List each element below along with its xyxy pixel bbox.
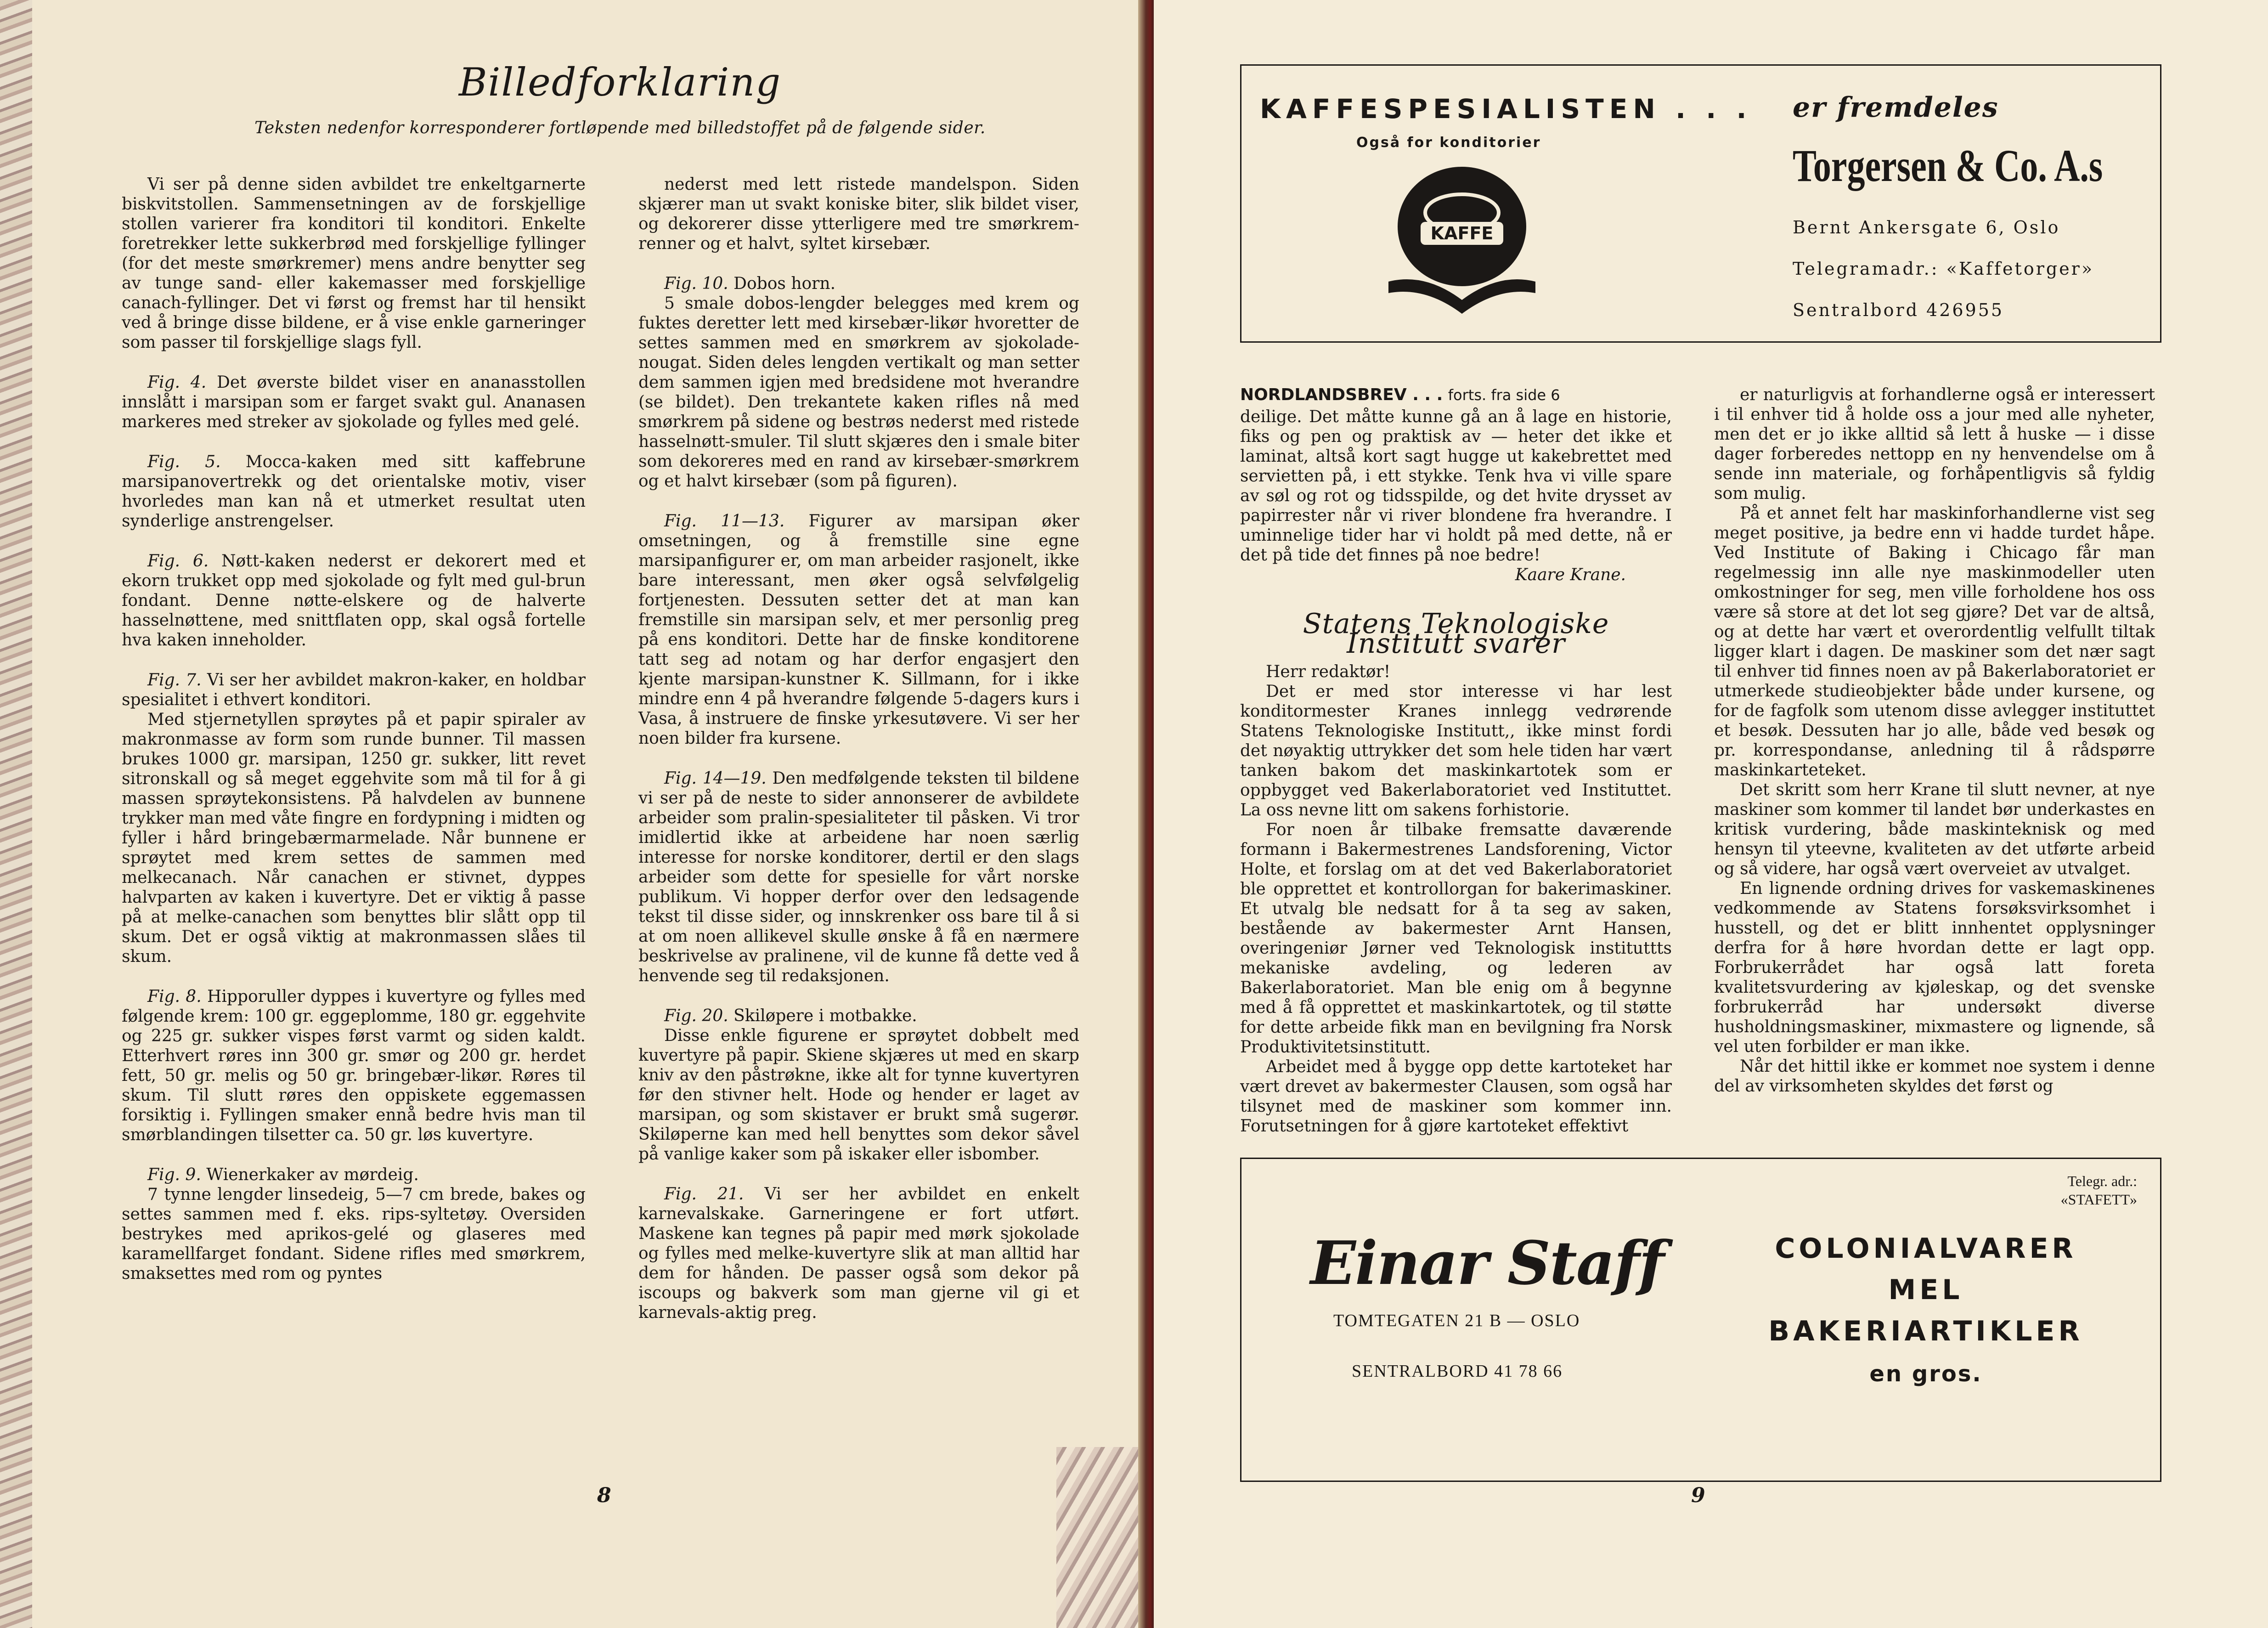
paragraph: For noen år tilbake fremsatte daværende formann i Bakermestrenes Landsforening, Victor Holte, et forslag om at det ved Bakerlaboratoriet ble opprettet et kontrollorgan for bakerimaskiner. Et utvalg ble nedsatt for å ta seg av saken, bestående av bakermester Arnt Hansen, overingeniør Jørner ved Teknologisk instituttts mekaniske avdeling, og lederen av Bakerlaboratoriet. Man ble enig om å begynne med å få opprettet et maskinkartotek, og til støtte for dette arbeide fikk man en bevilgning fra Norsk Produktivitetsinstitutt. — [1240, 820, 1672, 1057]
einar-line-2: MEL — [1888, 1274, 1963, 1306]
page-number-left: 8 — [597, 1484, 611, 1507]
paragraph — [638, 1026, 1079, 1164]
page-title: Billedforklaring — [458, 60, 782, 105]
figure-label: Fig. 9. — [147, 1165, 201, 1184]
figure-label: Fig. 4. — [147, 373, 207, 392]
einar-telegram: «STAFETT» — [2060, 1191, 2137, 1208]
paragraph — [122, 710, 586, 967]
paragraph — [638, 274, 1079, 294]
left-column-2 — [638, 175, 1079, 1343]
coffee-cup-logo — [1370, 162, 1554, 318]
left-column-1 — [122, 175, 586, 1304]
paragraph — [122, 670, 586, 710]
einar-line-3: BAKERIARTIKLER — [1768, 1315, 2083, 1347]
marbled-corner — [1056, 1447, 1139, 1628]
figure-label: Fig. 14—19. — [664, 769, 767, 788]
paragraph — [638, 1006, 1079, 1026]
ad-telegram: Telegramadr.: «Kaffetorger» — [1793, 259, 2094, 279]
paragraph — [122, 1165, 586, 1185]
statens-column-1 — [1240, 682, 1672, 1136]
paragraph — [638, 511, 1079, 748]
paragraph-text: Dobos horn. — [733, 274, 836, 293]
paragraph: Når det hittil ikke er kommet noe system i denne del av virksomheten skyldes det først og — [1714, 1057, 2155, 1096]
paragraph-text: Det øverste bildet viser en ananasstollen innslått i marsipan som er farget svakt gul. Ananasen markeres med streker av sjokolade og fylles med gelé. — [122, 373, 586, 431]
coffee-advertisement — [1240, 64, 2161, 343]
einar-address: TOMTEGATEN 21 B — OSLO — [1333, 1311, 1580, 1330]
logo-text: KAFFE — [1430, 223, 1494, 243]
paragraph — [122, 373, 586, 432]
paragraph-text: Vi ser på denne siden avbildet tre enkeltgarnerte biskvitstollen. Sammensetningen av de forskjellige stollen varierer fra konditori til konditori. Enkelte foretrekker lette sukkerbrød med forskjellige fyllinger (for det meste smørkremer) mens andre benytter seg av tunge sand- eller kakemasser med forskjellige canach-fyllinger. Det vi først og fremst har til hensikt ved å bringe disse bildene, er å vise enkle garneringer som passer til forskjellige slags fyll. — [122, 175, 586, 352]
paragraph — [638, 175, 1079, 254]
einar-telegram-label: Telegr. adr.: — [2067, 1173, 2137, 1189]
nordlandsbrev-signature: Kaare Krane. — [1515, 565, 1626, 584]
figure-label: Fig. 21. — [664, 1185, 744, 1204]
nordlandsbrev-heading: NORDLANDSBREV . . . forts. fra side 6 — [1240, 385, 1560, 404]
figure-label: Fig. 8. — [147, 987, 202, 1006]
right-column-2 — [1714, 385, 2155, 1096]
ad-headline: KAFFESPESIALISTEN . . . — [1260, 93, 1752, 124]
paragraph: er naturligvis at forhandlerne også er interessert i til enhver tid å holde oss a jour med alle nyheter, men det er jo ikke alltid så lett å huske — i disse dager forberedes nettopp en ny henvendelse om å sende inn materiale, og forhåpentligvis så fyldig som mulig. — [1714, 385, 2155, 503]
paragraph: En lignende ordning drives for vaskemaskinenes vedkommende av Statens forsøksvirksomhet i husstell, og det er blitt innhentet opplysninger derfra for å høre hvordan dette er lagt opp. Forbrukerrådet har også latt foreta kvalitetsvurdering av kjøleskap, og det svenske forbrukerråd har undersøkt diverse husholdningsmaskiner, mixmastere og lignende, så vel uten forbilder er man ikke. — [1714, 879, 2155, 1056]
right-column-1 — [1240, 385, 1672, 1136]
paragraph-text: Med stjernetyllen sprøytes på et papir spiraler av makronmasse av form som runde bunner. Til massen brukes 1000 gr. marsipan, 1250 gr. sukker, litt revet sitronskall og så meget eggehvite som må til for å gi massen sprøytekonsistens. På halvdelen av bunnene trykker man med våte fingre en fordypning i midten og fyller i hård bringebærmarmelade. Når bunnene er sprøytet med krem settes de sammen med melkecanach. Når canachen er stivnet, dyppes halvparten av kaken i kuvertyre. Det er viktig å passe på at melke-canachen som benyttes blir slått opp til skum. Det er også viktig at makronmassen slåes til skum. — [122, 710, 586, 966]
paragraph — [638, 769, 1079, 986]
paragraph — [638, 294, 1079, 491]
paragraph-text: nederst med lett ristede mandelspon. Siden skjærer man ut svakt koniske biter, slik bildet viser, og dekorerer disse ytterligere med tre smørkrem-renner og et halvt, syltet kirsebær. — [638, 175, 1079, 253]
ad-address: Bernt Ankersgate 6, Oslo — [1793, 217, 2060, 237]
paragraph — [122, 452, 586, 531]
einar-line-4: en gros. — [1869, 1361, 1982, 1387]
paragraph — [122, 175, 586, 352]
ad-phone: Sentralbord 426955 — [1793, 300, 2004, 320]
paragraph: Det er med stor interesse vi har lest konditormester Kranes innlegg vedrørende Statens Teknologiske Institutt,, ikke minst fordi det nøyaktig uttrykker det som hele tiden har vært tanken bakom det maskinkartotek som er oppbygget ved Bakerlaboratoriet ved Instituttet. La oss nevne litt om sakens forhistorie. — [1240, 682, 1672, 820]
paragraph — [122, 987, 586, 1145]
paragraph-text: 5 smale dobos-lengder belegges med krem og fuktes deretter lett med kirsebær-likør hvoretter de settes sammen med en smørkrem av sjokolade-nougat. Siden deles lengden vertikalt og man setter dem sammen igjen med bredsidene mot hverandre (se bildet). Den trekantete kaken rifles nå med smørkrem på sidene og bestrøs nederst med ristede hasselnøtt-smuler. Til slutt skjæres den i smale biter som dekoreres med en rand av kirsebær-smørkrem og et halvt kirsebær (som på figuren). — [638, 294, 1079, 491]
figure-label: Fig. 5. — [147, 452, 221, 471]
paragraph: På et annet felt har maskinforhandlerne vist seg meget positive, ja bedre enn vi hadde turdet håpe. Ved Institute of Baking i Chicago får man regelmessig inn alle nye maskinmodeller uten omkostninger for seg, men ville forholdene hos oss være så store at det lot seg gjøre? Det var de altså, og at dette har vært et overordentlig velfullt tiltak ligger klart i dagen. De maskiner som det nær sagt til enhver tid finnes noen av på Bakerlaboratoriet er utmerkede studieobjekter både under kursene, og for de fagfolk som utenom disse avlegger instituttet et besøk. Dessuten har jo alle, både ved besøk og pr. korrespondanse, anledning til å rådspørre maskinkarteteket. — [1714, 504, 2155, 780]
einar-staff-logo: Einar Staff — [1310, 1228, 1664, 1298]
einar-staff-advertisement — [1240, 1158, 2161, 1482]
marbled-edge — [0, 0, 32, 1628]
right-page — [1154, 0, 2268, 1628]
paragraph-text: 7 tynne lengder linsedeig, 5—7 cm brede, bakes og settes sammen med f. eks. rips-syltetøy. Oversiden bestrykes med aprikos-gelé og glaseres med karamellfarget fondant. Sidene rifles med smørkrem, smaksettes med rom og pyntes — [122, 1185, 586, 1283]
paragraph — [638, 1184, 1079, 1323]
einar-line-1: COLONIALVARER — [1775, 1232, 2077, 1265]
figure-label: Fig. 10. — [664, 274, 728, 293]
paragraph — [122, 551, 586, 650]
page-subtitle: Teksten nedenfor korresponderer fortløpende med billedstoffet på de følgende sider. — [254, 119, 986, 137]
paragraph-text: Nøtt-kaken nederst er dekorert med et ekorn trukket opp med sjokolade og fylt med gul-brun fondant. Denne nøtte-elskere og de halverte hasselnøttene, med snittflaten opp, skal også fortelle hva kaken inneholder. — [122, 552, 586, 650]
paragraph-text: Skiløpere i motbakke. — [733, 1006, 917, 1025]
paragraph-text: Figurer av marsipan øker omsetningen, og å fremstille sine egne marsipanfigurer er, om man arbeider rasjonelt, ikke bare interessant, men øker også selvfølgelig fortjenesten. Dessuten setter det at man kan fremstille sin marsipan selv, et mer personlig preg på ens konditori. Dette har de finske konditorene tatt seg ad notam og har derfor engasjert den kjente marsipan-kunstner K. Sillmann, for i ikke mindre enn 4 på hverandre følgende 5-dagers kurs i Vasa, å instruere de finske yrkesutøvere. Vi ser her noen bilder fra kursene. — [638, 512, 1079, 748]
paragraph-text: Vi ser her avbildet makron-kaker, en holdbar spesialitet i ethvert konditori. — [122, 671, 586, 709]
figure-label: Fig. 20. — [664, 1006, 728, 1025]
ad-company: Torgersen & Co. A.s — [1793, 140, 2103, 191]
ad-headline-2: er fremdeles — [1793, 91, 1999, 124]
nordlandsbrev-text: deilige. Det måtte kunne gå an å lage en historie, fiks og pen og praktisk av — heter det ikke et laminat, altså kort sagt hugge ut kakebrettet med servietten på, i ett stykke. Tenk hva vi ville spare av søl og rot og tidsspilde, og det hvite drysset av papirrester når vi river blondene fra hverandre. I uminnelige tider har vi holdt på med dette, nå er det på tide det finnes på noe bedre! — [1240, 407, 1672, 565]
paragraph-text: Den medfølgende teksten til bildene vi ser på de neste to sider annonserer de avbildete arbeider som pralin-spesialiteter til påsken. Vi tror imidlertid ikke at arbeidene har noen særlig interesse for norske konditorer, dertil er den slags arbeider som dette for spesielle for vårt norske publikum. Vi hopper derfor over den ledsagende tekst til disse sider, og innskrenker oss bare til å si at om noen allikevel skulle ønske å få en nærmere beskrivelse av pralinene, vil de kunne få dette ved å henvende seg til redaksjonen. — [638, 769, 1080, 985]
paragraph — [122, 1185, 586, 1283]
statens-salutation: Herr redaktør! — [1266, 662, 1391, 681]
ad-tagline: Også for konditorier — [1356, 135, 1541, 151]
paragraph-text: Disse enkle figurene er sprøytet dobbelt med kuvertyre på papir. Skiene skjæres ut med en skarp kniv av den påstrøkne, ikke alt for tynne kuvertyren før den stivner helt. Hode og hender er laget av marsipan, og som skistaver er brukt små sugerør. Skiløperne kan med hell benyttes som dekor såvel på vanlige kaker som på iskaker eller isbomber. — [638, 1026, 1079, 1164]
statens-title: Statens Teknologiske Institutt svarer — [1303, 608, 1609, 660]
figure-label: Fig. 7. — [147, 671, 202, 690]
page-number-right: 9 — [1691, 1484, 1705, 1507]
paragraph-text: Wienerkaker av mørdeig. — [206, 1165, 419, 1184]
paragraph: Det skritt som herr Krane til slutt nevner, at nye maskiner som kommer til landet bør underkastes en kritisk vurdering, både maskinteknisk og med hensyn til yteevne, kvaliteten av det utførte arbeid og så videre, har også vært overveiet av utvalget. — [1714, 780, 2155, 878]
paragraph: Arbeidet med å bygge opp dette kartoteket har vært drevet av bakermester Clausen, som også har tilsynet med de maskiner som kommer inn. Forutsetningen for å gjøre kartoteket effektivt — [1240, 1057, 1672, 1136]
paragraph-text: Mocca-kaken med sitt kaffebrune marsipanovertrekk og det orientalske motiv, viser hvorledes man kan nå et utmerket resultat uten synderlige anstrengelser. — [122, 452, 586, 531]
figure-label: Fig. 6. — [147, 552, 209, 571]
einar-phone: SENTRALBORD 41 78 66 — [1352, 1362, 1563, 1381]
paragraph-text: Hipporuller dyppes i kuvertyre og fylles med følgende krem: 100 gr. eggeplomme, 180 gr. eggehvite og 225 gr. sukker vispes først varmt og siden kaldt. Etterhvert røres inn 300 gr. smør og 200 gr. herdet fett, 50 gr. melis og 50 gr. bringebær-likør. Røres til skum. Til slutt røres den oppiskete eggemassen forsiktig i. Fyllingen smaker ennå bedre hvis man til smørblandingen tilsetter ca. 50 gr. løs kuvertyre. — [122, 987, 586, 1144]
figure-label: Fig. 11—13. — [664, 512, 785, 531]
paragraph-text: Vi ser her avbildet en enkelt karnevalskake. Garneringene er fort utført. Maskene kan tegnes på papir med mørk sjokolade og fylles med melke-kuvertyre slik at man alltid har dem for hånden. De passer også som dekor på iscoups og bakverk som man gjerne vil gi et karnevals-aktig preg. — [638, 1185, 1079, 1322]
